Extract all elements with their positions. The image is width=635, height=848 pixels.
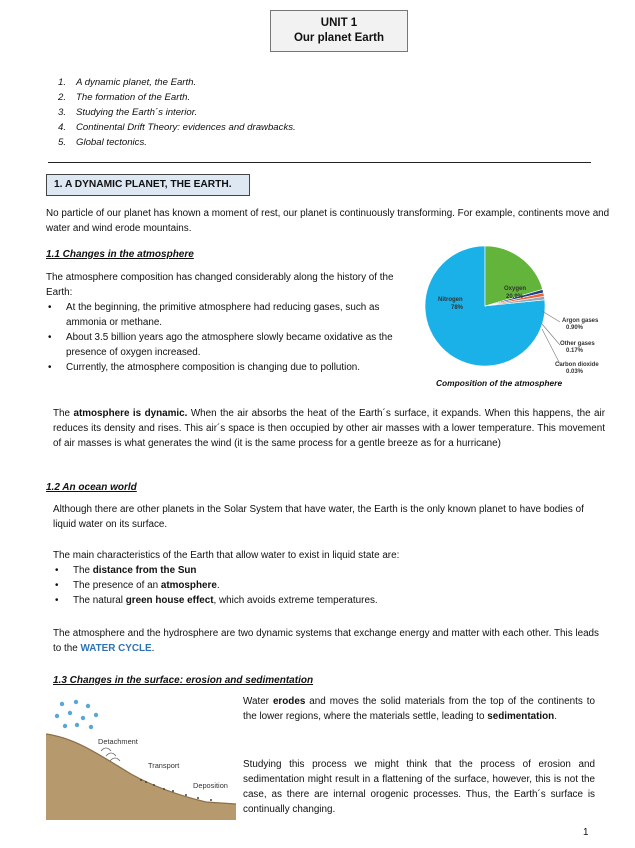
list-item: • At the beginning, the primitive atmosphere had reducing gases, such as ammonia or methane. <box>46 300 398 330</box>
toc-item: 4. Continental Drift Theory: evidences and drawbacks. <box>58 122 296 133</box>
water-cycle-link[interactable]: WATER CYCLE <box>80 643 152 654</box>
pie-label-co2: Carbon dioxide <box>555 362 599 368</box>
list-item: • The natural green house effect, which avoids extreme temperatures. <box>53 593 609 608</box>
erosion-paragraph-2: Studying this process we might think that the process of erosion and sedimentation might result in a flattening of the surface, however, this is not the case, as there are internal orogenic processes. Thus, the Earth´s surface is continually changing. <box>243 759 595 815</box>
erosion-paragraph-1: Water erodes and moves the solid materials from the top of the continents to the lower regions, where the materials settle, leading to sedimentation. <box>243 696 595 722</box>
toc-item: 3. Studying the Earth´s interior. <box>58 107 198 118</box>
label-deposition: Deposition <box>193 781 228 790</box>
list-item: • The presence of an atmosphere. <box>53 578 609 593</box>
unit-title: Our planet Earth <box>293 32 385 44</box>
subsection-heading-1-3: 1.3 Changes in the surface: erosion and sedimentation <box>53 675 314 686</box>
pie-label-argon: Argon gases <box>562 318 599 324</box>
table-of-contents <box>58 75 296 150</box>
pie-value-nitrogen: 78% <box>451 305 464 311</box>
pie-label-other: Other gases <box>560 341 595 347</box>
atmosphere-intro: The atmosphere composition has changed considerably along the history of the Earth: <box>46 272 394 298</box>
ocean-paragraph-3: The atmosphere and the hydrosphere are two dynamic systems that exchange energy and matter with each other. This leads to the WATER CYCLE. <box>53 628 599 654</box>
pie-value-co2: 0.03% <box>566 369 584 375</box>
label-detachment: Detachment <box>98 737 138 746</box>
section-heading: 1. A DYNAMIC PLANET, THE EARTH. <box>46 174 250 196</box>
pie-value-argon: 0.90% <box>566 325 584 331</box>
pie-leader-argon <box>542 311 560 322</box>
unit-label: UNIT 1 <box>320 17 358 29</box>
erosion-diagram <box>46 696 236 820</box>
subsection-heading-1-2: 1.2 An ocean world <box>46 482 137 493</box>
list-item: • About 3.5 billion years ago the atmosphere slowly became oxidative as the presence of oxygen increased. <box>46 330 398 360</box>
list-item: • The distance from the Sun <box>53 563 609 578</box>
raindrops <box>55 700 98 729</box>
unit-title-box <box>270 10 408 52</box>
pie-caption: Composition of the atmosphere <box>436 378 563 388</box>
toc-item: 2. The formation of the Earth. <box>58 92 191 103</box>
list-item: • Currently, the atmosphere composition is changing due to pollution. <box>46 360 398 375</box>
page-number: 1 <box>583 827 589 838</box>
atmosphere-text <box>46 270 398 375</box>
atmosphere-dynamic-paragraph: The atmosphere is dynamic. When the air absorbs the heat of the Earth´s surface, it expands. When this happens, the air reduces its density and rises. This air´s space is then occupied by other air masses with a lower temperature. This movement of air masses is what generates the wind (it is the same process for a gentle breeze as for a hurricane) <box>53 408 605 449</box>
subsection-heading-1-1: 1.1 Changes in the atmosphere <box>46 249 194 260</box>
pie-label-oxygen: Oxygen <box>504 286 527 292</box>
ocean-text <box>53 548 609 608</box>
pie-value-other: 0.17% <box>566 348 584 354</box>
section-divider <box>48 162 591 163</box>
erosion-slope <box>46 734 236 820</box>
toc-item: 5. Global tectonics. <box>58 137 147 148</box>
atmosphere-pie-chart <box>425 236 615 376</box>
pie-value-oxygen: 20.9% <box>506 294 524 300</box>
label-transport: Transport <box>148 761 180 770</box>
ocean-paragraph-2: The main characteristics of the Earth that allow water to exist in liquid state are: <box>53 550 400 561</box>
pie-label-nitrogen: Nitrogen <box>438 297 463 303</box>
section-intro: No particle of our planet has known a moment of rest, our planet is continuously transforming. For example, continents move and water and wind erode mountains. <box>46 208 610 234</box>
ocean-paragraph-1: Although there are other planets in the Solar System that have water, the Earth is the only known planet to have bodies of liquid water on its surface. <box>53 504 584 530</box>
toc-item: 1. A dynamic planet, the Earth. <box>58 77 197 88</box>
